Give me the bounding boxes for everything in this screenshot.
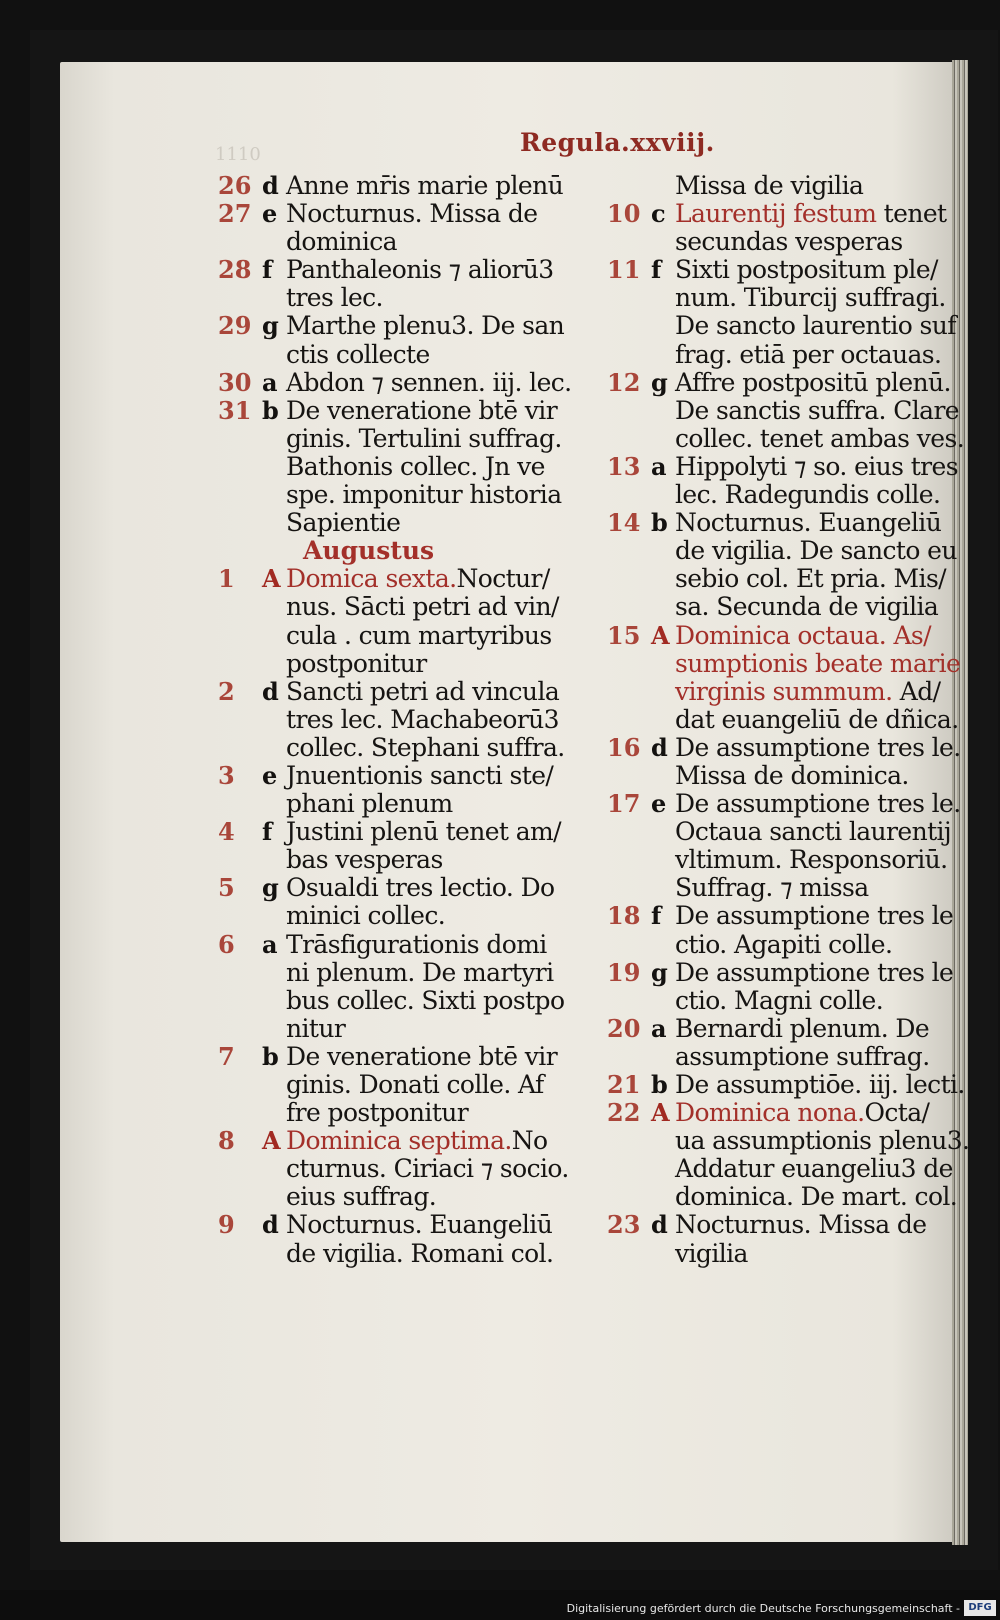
show-through-mark: 1110 <box>215 144 261 165</box>
text-line: ni plenum. De martyri <box>286 957 554 987</box>
text-line: Octaua sancti laurentij <box>675 817 952 847</box>
entry-text <box>286 369 588 397</box>
calendar-entry <box>607 509 957 621</box>
text-line: ginis. Tertulini suffrag. <box>286 423 562 453</box>
calendar-entry <box>607 789 961 903</box>
text-line: Missa de vigilia <box>675 171 864 200</box>
calendar-entry <box>607 256 957 368</box>
dominical-letter: f <box>262 817 273 847</box>
rubric-text: Dominica nona. <box>675 1098 865 1128</box>
rubric-text: Dominica octaua. As/ <box>675 620 931 650</box>
day-number: 14 <box>607 508 641 538</box>
day-number: 31 <box>218 395 252 425</box>
calendar-entry <box>218 1211 588 1267</box>
text-line: Addatur euangeliu3 de <box>675 1154 953 1184</box>
text-line: De assumptione tres le <box>675 901 954 931</box>
dominical-letter: b <box>262 395 279 425</box>
dominical-letter: d <box>651 1210 668 1240</box>
dominical-letter: a <box>262 929 278 959</box>
calendar-entry <box>607 620 961 734</box>
day-number: 16 <box>607 732 641 762</box>
text-line: minici collec. <box>286 901 446 931</box>
text-line: secundas vesperas <box>675 227 903 257</box>
text-line: fre postponitur <box>286 1098 469 1128</box>
calendar-right-column <box>607 171 970 1268</box>
entry-text <box>675 734 961 790</box>
entry-text <box>675 1211 957 1267</box>
day-number: 20 <box>607 1013 641 1043</box>
dominical-letter: g <box>651 957 668 987</box>
text-line: dominica <box>286 227 397 257</box>
day-number: 21 <box>607 1070 641 1099</box>
text-line: bas vesperas <box>286 845 443 875</box>
text-line: De assumptione tres le. <box>675 789 961 819</box>
dominical-letter: a <box>651 451 667 481</box>
dominical-letter: d <box>262 171 279 200</box>
calendar-entry <box>607 367 965 453</box>
entry-text <box>675 256 957 368</box>
calendar-entry <box>607 200 957 256</box>
entry-text <box>286 565 588 677</box>
dominical-letter: e <box>262 760 278 790</box>
day-number: 1 <box>218 564 235 594</box>
text-line: ua assumptionis plenu3. <box>675 1126 970 1156</box>
dominical-letter: b <box>651 508 668 538</box>
calendar-entry <box>607 453 957 509</box>
entry-text <box>286 256 588 312</box>
text-line: dominica. De mart. col. <box>675 1182 958 1212</box>
calendar-entry <box>218 200 588 256</box>
entry-text <box>286 931 588 1043</box>
text-line: De veneratione btē vir <box>286 1041 558 1071</box>
running-head: Regula.xxviij. <box>520 128 715 157</box>
month-heading: Augustus <box>303 536 435 566</box>
text-line: lec. Radegundis colle. <box>675 480 941 510</box>
text-line: Hippolyti ⁊ so. eius tres <box>675 451 958 481</box>
text-line: Suffrag. ⁊ missa <box>675 873 869 903</box>
text-line: Nocturnus. Euangeliū <box>675 508 942 538</box>
dominical-letter: f <box>651 901 662 931</box>
text-line: de vigilia. De sancto eu <box>675 536 957 566</box>
dominical-letter: e <box>651 789 667 819</box>
text-line: ginis. Donati colle. Af <box>286 1070 544 1099</box>
rubric-text: virginis summum. <box>675 676 893 706</box>
entry-text <box>286 1211 588 1267</box>
dominical-letter: d <box>262 1210 279 1240</box>
text-segment: No <box>511 1126 548 1156</box>
day-number: 13 <box>607 451 641 481</box>
text-line: eius suffrag. <box>286 1182 437 1212</box>
day-number: 26 <box>218 171 252 200</box>
dominical-letter: A <box>651 1098 670 1128</box>
text-line: frag. etiā per octauas. <box>675 339 942 369</box>
day-number: 15 <box>607 620 641 650</box>
day-number: 2 <box>218 676 235 706</box>
text-line: cturnus. Ciriaci ⁊ socio. <box>286 1154 569 1184</box>
text-segment: tenet <box>876 199 947 229</box>
text-line: Nocturnus. Euangeliū <box>286 1210 553 1240</box>
text-line: De assumptione tres le <box>675 957 954 987</box>
text-line: sa. Secunda de vigilia <box>675 592 939 622</box>
calendar-entry <box>607 1070 965 1099</box>
dominical-letter: A <box>262 564 281 594</box>
text-line: Marthe plenu3. De san <box>286 311 565 341</box>
rubric-text: Dominica septima. <box>286 1126 512 1156</box>
text-line: dat euangeliū de dñica. <box>675 704 959 734</box>
text-line: tres lec. <box>286 283 383 313</box>
rubric-text: sumptionis beate marie <box>675 648 961 678</box>
dominical-letter: b <box>262 1041 279 1071</box>
text-line <box>675 678 960 706</box>
dominical-letter: a <box>262 367 278 397</box>
rubric-text: Domica sexta. <box>286 564 457 594</box>
text-line: Nocturnus. Missa de <box>675 1210 927 1240</box>
text-line: nitur <box>286 1013 346 1043</box>
text-line: Anne mr̄is marie plenū <box>286 171 564 200</box>
dominical-letter: d <box>651 732 668 762</box>
entry-text <box>286 678 588 762</box>
calendar-entry <box>607 732 961 790</box>
dominical-letter: A <box>651 620 670 650</box>
calendar-entry <box>218 172 588 200</box>
entry-text <box>286 1043 588 1127</box>
dominical-letter: g <box>262 873 279 903</box>
entry-text <box>675 902 957 958</box>
entry-text <box>286 874 588 930</box>
text-line: assumptione suffrag. <box>675 1041 930 1071</box>
text-line <box>675 200 957 228</box>
day-number: 18 <box>607 901 641 931</box>
dominical-letter: a <box>651 1013 667 1043</box>
text-line: Bathonis collec. Jn ve <box>286 451 545 481</box>
text-line: Trāsfigurationis domi <box>286 929 547 959</box>
text-line: Osualdi tres lectio. Do <box>286 873 555 903</box>
entry-text <box>675 369 964 453</box>
dominical-letter: g <box>262 311 279 341</box>
text-line: sebio col. Et pria. Mis/ <box>675 564 947 594</box>
rubric-text: Laurentij festum <box>675 199 877 229</box>
entry-text <box>675 959 957 1015</box>
calendar-entry <box>218 256 588 312</box>
footer-credit: Digitalisierung gefördert durch die Deutsche Forschungsgemeinschaft - <box>566 1602 960 1615</box>
text-line: cula . cum martyribus <box>286 620 552 650</box>
day-number: 7 <box>218 1041 235 1071</box>
calendar-entry <box>218 762 588 818</box>
calendar-entry <box>218 931 588 1043</box>
day-number: 29 <box>218 311 252 341</box>
text-line <box>675 622 960 650</box>
text-line: Sapientie <box>286 508 401 538</box>
calendar-entry <box>607 1015 957 1071</box>
calendar-entry <box>218 369 588 397</box>
text-line: ctio. Magni colle. <box>675 985 884 1015</box>
entry-text <box>286 200 588 256</box>
text-line: vltimum. Responsoriū. <box>675 845 948 875</box>
calendar-entry <box>218 818 588 874</box>
dominical-letter: c <box>651 199 666 229</box>
text-line <box>286 1127 588 1155</box>
entry-text <box>286 172 588 200</box>
day-number: 19 <box>607 957 641 987</box>
entry-text <box>675 509 957 621</box>
dominical-letter: d <box>262 676 279 706</box>
day-number: 3 <box>218 760 235 790</box>
text-line: Panthaleonis ⁊ aliorū3 <box>286 255 554 285</box>
entry-text <box>675 1015 957 1071</box>
text-line: collec. tenet ambas ves. <box>675 423 965 453</box>
entry-text <box>286 818 588 874</box>
dfg-logo: DFG <box>964 1600 996 1616</box>
day-number: 22 <box>607 1098 641 1128</box>
text-line <box>286 565 588 593</box>
text-line: Justini plenū tenet am/ <box>286 817 561 847</box>
day-number: 23 <box>607 1210 641 1240</box>
entry-text <box>675 453 958 509</box>
text-line <box>675 650 960 678</box>
text-line: Abdon ⁊ sennen. iij. lec. <box>286 367 572 397</box>
entry-text <box>675 622 960 734</box>
text-line <box>675 1099 969 1127</box>
day-number: 8 <box>218 1126 235 1156</box>
dominical-letter: b <box>651 1070 668 1099</box>
text-line: ctis collecte <box>286 339 430 369</box>
calendar-entry <box>218 1127 588 1211</box>
text-line: Jnuentionis sancti ste/ <box>286 760 554 790</box>
dominical-letter: f <box>262 255 273 285</box>
text-line: postponitur <box>286 648 427 678</box>
calendar-entry <box>218 565 588 677</box>
text-line: De veneratione btē vir <box>286 395 558 425</box>
day-number: 11 <box>607 255 641 285</box>
day-number: 6 <box>218 929 235 959</box>
text-line: spe. imponitur historia <box>286 480 562 510</box>
calendar-left-column <box>218 172 588 1268</box>
entry-text <box>286 762 588 818</box>
day-number: 12 <box>607 367 641 397</box>
day-number: 30 <box>218 367 252 397</box>
calendar-entry <box>607 959 957 1015</box>
calendar-entry <box>607 1098 970 1212</box>
text-line: vigilia <box>675 1238 748 1268</box>
text-line: de vigilia. Romani col. <box>286 1238 554 1268</box>
day-number: 10 <box>607 199 641 229</box>
entry-text <box>675 790 961 902</box>
entry-text <box>675 1071 965 1099</box>
text-line: bus collec. Sixti postpo <box>286 985 565 1015</box>
day-number: 28 <box>218 255 252 285</box>
text-line: De assumptione tres le. <box>675 732 961 762</box>
day-number: 4 <box>218 817 235 847</box>
entry-text <box>286 312 588 368</box>
text-line: phani plenum <box>286 789 453 819</box>
text-line: collec. Stephani suffra. <box>286 732 565 762</box>
text-line: Affre postpositū plenū. <box>675 367 951 397</box>
text-segment: Octa/ <box>864 1098 930 1128</box>
dominical-letter: e <box>262 199 278 229</box>
text-line: Sancti petri ad vincula <box>286 676 560 706</box>
calendar-entry <box>218 397 588 537</box>
text-line: De sanctis suffra. Clare <box>675 395 960 425</box>
calendar-entry <box>218 1043 588 1127</box>
text-line: De assumptiōe. iij. lecti. <box>675 1070 965 1099</box>
dominical-letter: A <box>262 1126 281 1156</box>
entry-text <box>286 1127 588 1211</box>
calendar-entry <box>218 678 588 762</box>
dominical-letter: f <box>651 255 662 285</box>
text-line: nus. Sācti petri ad vin/ <box>286 592 559 622</box>
calendar-entry <box>607 902 957 958</box>
text-line: tres lec. Machabeorū3 <box>286 704 559 734</box>
text-line: ctio. Agapiti colle. <box>675 929 893 959</box>
dominical-letter: g <box>651 367 668 397</box>
day-number: 5 <box>218 873 235 903</box>
text-line: Bernardi plenum. De <box>675 1013 930 1043</box>
text-line: Missa de dominica. <box>675 760 909 790</box>
entry-text <box>286 397 588 537</box>
text-line: num. Tiburcij suffragi. <box>675 283 946 313</box>
day-number: 27 <box>218 199 252 229</box>
calendar-entry <box>218 312 588 368</box>
text-line: De sancto laurentio suf <box>675 311 956 341</box>
calendar-entry <box>607 1211 957 1267</box>
text-segment: Noctur/ <box>456 564 550 594</box>
text-line: Nocturnus. Missa de <box>286 199 538 229</box>
entry-text <box>675 1099 969 1211</box>
day-number: 9 <box>218 1210 235 1240</box>
entry-text <box>675 200 957 256</box>
text-segment: Ad/ <box>892 676 941 706</box>
calendar-entry <box>218 874 588 930</box>
text-line: Sixti postpositum ple/ <box>675 255 938 285</box>
day-number: 17 <box>607 789 641 819</box>
